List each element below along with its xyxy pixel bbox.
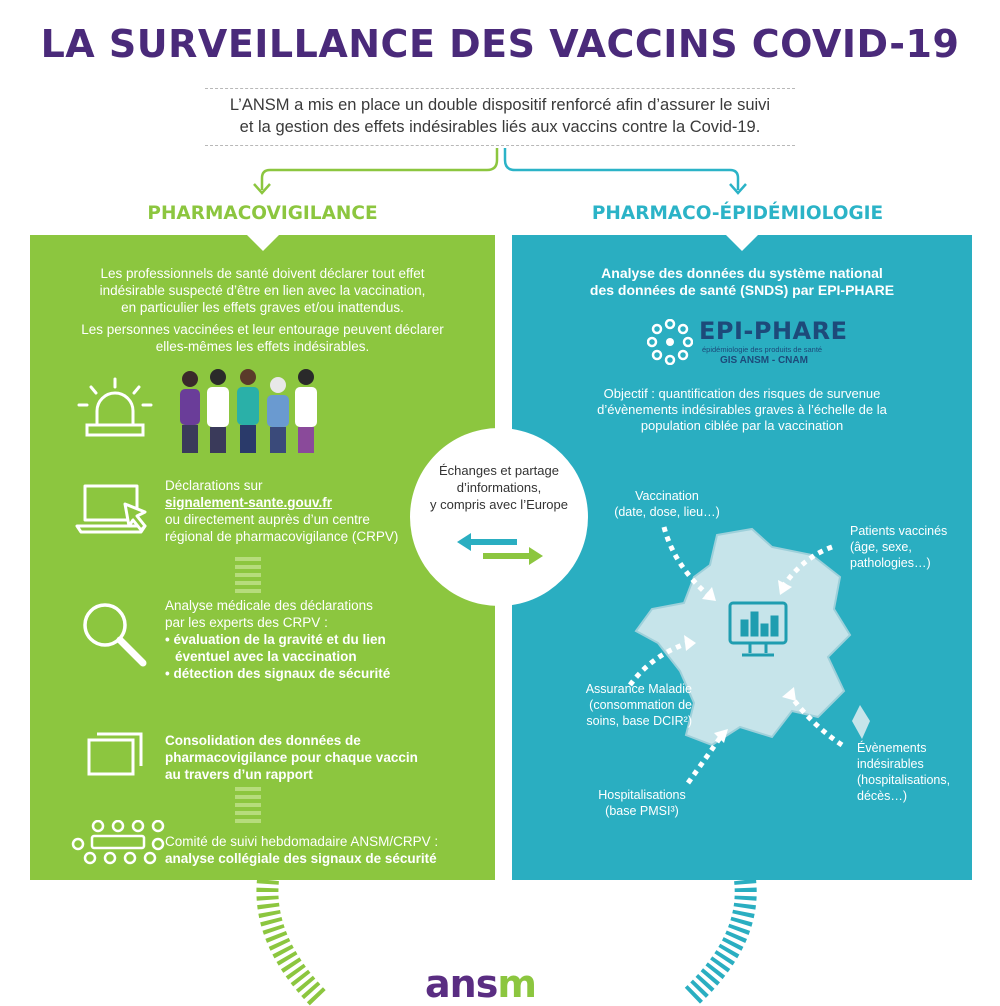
step-consolidation: Consolidation des données de pharmacovigilance pour chaque vaccin au travers d’un rapport — [165, 733, 418, 782]
step-comite: Comité de suivi hebdomadaire ANSM/CRPV : analyse collégiale des signaux de sécurité — [165, 834, 439, 866]
intro-line: L’ANSM a mis en place un double dispositif renforcé afin d’assurer le suivi — [229, 96, 771, 114]
signalement-link[interactable]: signalement-sante.gouv.fr — [165, 495, 333, 510]
intro-line: et la gestion des effets indésirables liés aux vaccins contre la Covid-19. — [239, 118, 761, 136]
exchange-arrows-icon — [455, 532, 545, 566]
right-objective: Objectif : quantification des risques de survenue d’évènements indésirables graves à l’échelle de la population ciblée par la vaccination — [597, 386, 887, 433]
branch-connectors — [0, 0, 1000, 200]
ansm-logo: ansm — [425, 962, 536, 1006]
left-intro-p1: Les professionnels de santé doivent déclarer tout effet indésirable suspecté d’être en lien avec la vaccination, en particulier les effets graves et/ou inattendus. — [99, 266, 426, 315]
right-intro: Analyse des données du système national des données de santé (SNDS) par EPI-PHARE — [589, 265, 895, 298]
heading-pharmacovigilance: PHARMACOVIGILANCE — [147, 203, 378, 224]
alarm-light-icon — [75, 375, 155, 445]
page-title: LA SURVEILLANCE DES VACCINS COVID-19 — [40, 22, 960, 66]
epi-phare-logo-tagline: épidémiologie des produits de santé — [702, 345, 823, 354]
label-vaccination: Vaccination (date, dose, lieu…) — [614, 489, 720, 519]
label-hospitalisations: Hospitalisations (base PMSI³) — [598, 788, 686, 818]
step-connector — [235, 557, 261, 593]
exchange-circle — [410, 428, 588, 606]
label-evenements: Évènements indésirables (hospitalisations, décès…) — [857, 741, 951, 803]
documents-icon — [85, 730, 145, 780]
laptop-icon — [75, 480, 155, 540]
committee-icon — [68, 820, 168, 870]
panel-notch — [247, 235, 279, 251]
exchange-text: Échanges et partage d’informations, y compris avec l’Europe — [430, 463, 568, 512]
step-connector — [235, 787, 261, 823]
label-assurance: Assurance Maladie (consommation de soins, base DCIR²) — [585, 682, 692, 728]
magnifier-icon — [75, 595, 155, 675]
epi-phare-logo-name: EPI-PHARE — [699, 317, 848, 345]
label-patients: Patients vaccinés (âge, sexe, pathologies…) — [850, 524, 948, 570]
heading-pharmaco-epidemiologie: PHARMACO-ÉPIDÉMIOLOGIE — [591, 203, 884, 224]
step-analyse: Analyse médicale des déclarations par les experts des CRPV : • évaluation de la gravité et du lien éventuel avec la vaccination • détection des signaux de sécurité — [165, 598, 391, 681]
bottom-teal-stripes — [500, 880, 1000, 1006]
people-illustration — [170, 365, 350, 455]
pharmaco-epidemiologie-panel — [512, 235, 972, 880]
left-intro-p2: Les personnes vaccinées et leur entourage peuvent déclarer elles-mêmes les effets indésirables. — [81, 322, 444, 354]
step-declarations: Déclarations sur signalement-sante.gouv.fr ou directement auprès d’un centre régional de pharmacovigilance (CRPV) — [165, 477, 485, 545]
epi-phare-logo-sub: GIS ANSM - CNAM — [720, 355, 808, 366]
